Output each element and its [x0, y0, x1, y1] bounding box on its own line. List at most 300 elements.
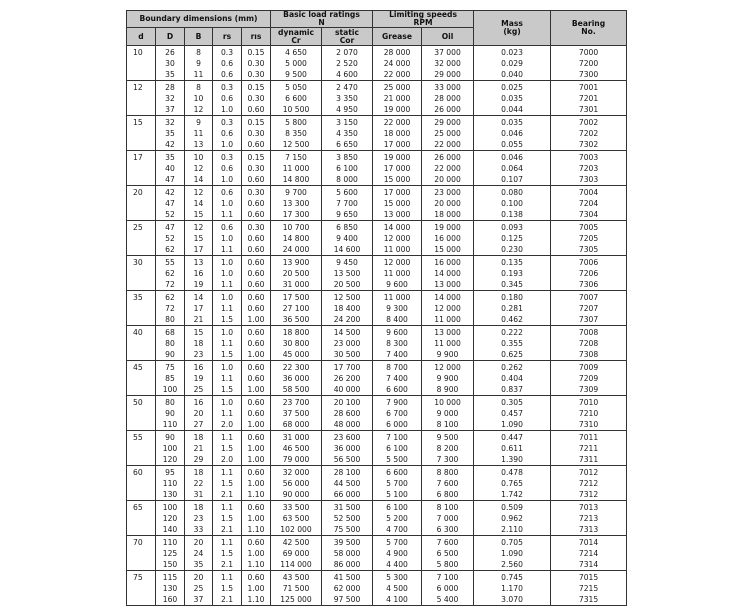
rs-value: 1.5 [220, 315, 234, 324]
dynamic-value: 9 700 [285, 188, 307, 197]
r1s-value: 0.30 [247, 223, 265, 232]
static-value: 9 450 [336, 258, 358, 267]
rs-value: 1.0 [220, 199, 234, 208]
cell-b [185, 326, 213, 361]
static-value: 44 500 [333, 479, 361, 488]
rs-value: 1.0 [220, 269, 234, 278]
d-value: 35 [165, 153, 175, 162]
cell-mass [474, 466, 551, 501]
cell-oil [422, 186, 474, 221]
dynamic-value: 17 300 [282, 210, 310, 219]
b-value: 18 [193, 433, 204, 442]
col-dynamic-header [271, 28, 322, 46]
table-row [127, 571, 627, 606]
b-value: 19 [193, 374, 204, 383]
cell-r1s [242, 396, 271, 431]
r1s-value: 0.60 [247, 468, 265, 477]
cell-rs [213, 431, 242, 466]
bore-diameter-value: 70 [133, 538, 143, 547]
static-value: 2 470 [336, 83, 358, 92]
d-value: 110 [162, 420, 178, 429]
bore-diameter-value: 45 [133, 363, 143, 372]
cell-dynamic [271, 396, 322, 431]
col-static-header [322, 28, 373, 46]
cell-b [185, 186, 213, 221]
d-value: 80 [165, 315, 175, 324]
bearing-value: 7214 [578, 549, 599, 558]
d-value: 30 [165, 59, 175, 68]
static-value: 28 100 [333, 468, 361, 477]
grease-value: 6 000 [386, 420, 408, 429]
rs-value: 1.5 [220, 479, 234, 488]
oil-value: 20 000 [434, 199, 461, 208]
grease-value: 8 700 [386, 363, 408, 372]
cell-static [322, 46, 373, 81]
cell-bearing [551, 256, 627, 291]
oil-value: 23 000 [434, 188, 461, 197]
dynamic-value: 90 000 [282, 490, 310, 499]
bearing-value: 7006 [578, 258, 599, 267]
table-row [127, 221, 627, 256]
d-value: 90 [165, 433, 175, 442]
bore-diameter-value: 75 [133, 573, 143, 582]
cell-mass [474, 326, 551, 361]
rs-value: 2.0 [220, 420, 234, 429]
cell-static [322, 291, 373, 326]
r1s-value: 0.60 [247, 258, 265, 267]
cell-d [156, 256, 185, 291]
d-value: 130 [162, 490, 178, 499]
oil-value: 16 000 [434, 258, 461, 267]
cell-rs [213, 46, 242, 81]
cell-static [322, 256, 373, 291]
rs-value: 1.0 [220, 140, 234, 149]
rs-value: 1.1 [220, 409, 234, 418]
grease-value: 9 600 [386, 328, 408, 337]
grease-value: 5 700 [386, 479, 408, 488]
cell-mass [474, 431, 551, 466]
table-row [127, 81, 627, 116]
cell-grease [373, 46, 422, 81]
table-row [127, 151, 627, 186]
d-value: 120 [162, 455, 178, 464]
rs-value: 0.6 [220, 94, 234, 103]
mass-value: 1.742 [501, 490, 523, 499]
b-value: 23 [193, 350, 204, 359]
r1s-value: 0.60 [247, 573, 265, 582]
rs-value: 1.0 [220, 175, 234, 184]
rs-value: 1.1 [220, 245, 234, 254]
cell-static [322, 536, 373, 571]
bearing-value: 7209 [578, 374, 599, 383]
oil-value: 7 600 [436, 538, 459, 547]
load-ratings-unit: N [318, 18, 325, 27]
cell-static [322, 431, 373, 466]
dynamic-value: 102 000 [280, 525, 312, 534]
dynamic-value: 14 800 [282, 234, 310, 243]
grease-value: 17 000 [383, 188, 411, 197]
rs-value: 1.1 [220, 280, 234, 289]
rs-value: 0.3 [220, 118, 234, 127]
cell-b [185, 571, 213, 606]
table-row [127, 46, 627, 81]
d-value: 130 [162, 584, 178, 593]
oil-value: 26 000 [434, 153, 461, 162]
dynamic-value: 79 000 [282, 455, 310, 464]
r1s-value: 1.00 [247, 549, 265, 558]
dynamic-value: 5 050 [285, 83, 307, 92]
mass-value: 0.193 [501, 269, 523, 278]
cell-r1s [242, 501, 271, 536]
mass-value: 0.355 [501, 339, 523, 348]
static-value: 56 500 [333, 455, 361, 464]
grease-value: 28 000 [383, 48, 411, 57]
cell-bearing [551, 291, 627, 326]
rs-value: 1.0 [220, 398, 234, 407]
d-value: 40 [165, 164, 175, 173]
d-value: 110 [162, 479, 178, 488]
bearing-value: 7301 [578, 105, 599, 114]
cell-mass [474, 116, 551, 151]
d-value: 47 [165, 223, 175, 232]
bore-diameter-value: 40 [133, 328, 143, 337]
r1s-value: 1.10 [247, 490, 265, 499]
b-value: 29 [193, 455, 204, 464]
dynamic-value: 58 500 [282, 385, 310, 394]
cell-static [322, 326, 373, 361]
grease-value: 21 000 [383, 94, 411, 103]
static-value: 48 000 [333, 420, 361, 429]
b-value: 20 [193, 409, 204, 418]
table-row [127, 116, 627, 151]
dynamic-value: 42 500 [282, 538, 310, 547]
grease-value: 7 100 [386, 433, 408, 442]
rs-value: 2.1 [220, 595, 234, 604]
bearing-value: 7203 [578, 164, 599, 173]
cell-d [127, 431, 156, 466]
cell-bearing [551, 81, 627, 116]
mass-value: 0.180 [501, 293, 523, 302]
grease-value: 13 000 [383, 210, 411, 219]
mass-value: 0.404 [501, 374, 523, 383]
dynamic-value: 17 500 [282, 293, 310, 302]
dynamic-value: 22 300 [282, 363, 310, 372]
cell-oil [422, 396, 474, 431]
b-value: 9 [196, 59, 201, 68]
rs-value: 0.3 [220, 153, 234, 162]
oil-value: 13 000 [434, 280, 461, 289]
cell-d [156, 361, 185, 396]
mass-value: 0.457 [501, 409, 523, 418]
bore-diameter-value: 35 [133, 293, 143, 302]
static-value: 4 600 [336, 70, 358, 79]
table-row [127, 256, 627, 291]
grease-value: 15 000 [383, 199, 411, 208]
static-value: 13 500 [333, 269, 361, 278]
grease-value: 17 000 [383, 164, 411, 173]
rs-value: 0.6 [220, 188, 234, 197]
cell-oil [422, 501, 474, 536]
table-row [127, 361, 627, 396]
dynamic-value: 10 500 [282, 105, 310, 114]
grease-value: 15 000 [383, 175, 411, 184]
b-value: 14 [193, 293, 204, 302]
b-value: 27 [193, 420, 204, 429]
r1s-value: 0.60 [247, 538, 265, 547]
cell-d [127, 396, 156, 431]
bore-diameter-value: 20 [133, 188, 143, 197]
static-value: 6 850 [336, 223, 358, 232]
oil-value: 6 800 [436, 490, 459, 499]
grease-value: 6 600 [386, 385, 408, 394]
cell-rs [213, 361, 242, 396]
dynamic-symbol: Cr [291, 35, 301, 45]
cell-d [156, 151, 185, 186]
cell-oil [422, 571, 474, 606]
b-value: 22 [193, 479, 204, 488]
mass-value: 2.110 [501, 525, 523, 534]
mass-value: 0.029 [501, 59, 523, 68]
oil-value: 9 900 [436, 374, 459, 383]
grease-value: 6 100 [386, 444, 408, 453]
grease-value: 5 300 [386, 573, 408, 582]
mass-value: 0.262 [501, 363, 523, 372]
dynamic-value: 33 500 [282, 503, 310, 512]
cell-b [185, 291, 213, 326]
mass-value: 0.135 [501, 258, 523, 267]
bearing-value: 7210 [578, 409, 599, 418]
oil-value: 7 000 [436, 514, 459, 523]
bearing-value: 7013 [578, 503, 599, 512]
static-value: 52 500 [333, 514, 361, 523]
rs-value: 1.1 [220, 210, 234, 219]
cell-rs [213, 116, 242, 151]
bearing-value: 7000 [578, 48, 599, 57]
mass-value: 0.447 [501, 433, 523, 442]
bore-diameter-value: 10 [133, 48, 143, 57]
r1s-value: 1.00 [247, 420, 265, 429]
r1s-value: 1.00 [247, 455, 265, 464]
cell-bearing [551, 396, 627, 431]
r1s-value: 0.60 [247, 433, 265, 442]
dynamic-value: 5 000 [285, 59, 307, 68]
oil-value: 6 300 [436, 525, 459, 534]
cell-r1s [242, 291, 271, 326]
bearing-value: 7305 [578, 245, 599, 254]
r1s-value: 1.00 [247, 385, 265, 394]
rs-value: 1.1 [220, 304, 234, 313]
bearing-value: 7315 [578, 595, 599, 604]
d-value: 72 [165, 280, 175, 289]
b-value: 37 [193, 595, 204, 604]
oil-value: 14 000 [434, 269, 461, 278]
cell-grease [373, 501, 422, 536]
dynamic-value: 31 000 [282, 433, 310, 442]
b-value: 35 [193, 560, 204, 569]
bearing-value: 7207 [578, 304, 599, 313]
col-D-header: D [156, 28, 185, 46]
cell-grease [373, 81, 422, 116]
b-value: 14 [193, 175, 204, 184]
cell-b [185, 501, 213, 536]
mass-value: 0.705 [501, 538, 523, 547]
dynamic-value: 4 650 [285, 48, 307, 57]
dynamic-value: 9 500 [285, 70, 307, 79]
b-value: 23 [193, 514, 204, 523]
cell-d [127, 466, 156, 501]
b-value: 8 [196, 83, 201, 92]
oil-value: 28 000 [434, 94, 461, 103]
b-value: 18 [193, 339, 204, 348]
cell-d [127, 536, 156, 571]
static-value: 14 500 [333, 328, 361, 337]
cell-rs [213, 501, 242, 536]
cell-mass [474, 361, 551, 396]
oil-value: 5 800 [436, 560, 459, 569]
bearing-value: 7201 [578, 94, 599, 103]
rs-value: 1.1 [220, 433, 234, 442]
mass-value: 0.837 [501, 385, 523, 394]
b-value: 19 [193, 280, 204, 289]
grease-value: 11 000 [383, 245, 411, 254]
oil-value: 29 000 [434, 118, 461, 127]
static-symbol: Cor [339, 35, 355, 45]
table-row [127, 431, 627, 466]
dynamic-value: 32 000 [282, 468, 310, 477]
mass-value: 0.125 [501, 234, 523, 243]
oil-value: 11 000 [434, 339, 461, 348]
b-value: 12 [193, 105, 204, 114]
d-value: 80 [165, 398, 175, 407]
r1s-value: 1.10 [247, 595, 265, 604]
r1s-value: 1.10 [247, 525, 265, 534]
cell-bearing [551, 221, 627, 256]
grease-value: 6 600 [386, 468, 408, 477]
bearing-value: 7015 [578, 573, 599, 582]
cell-bearing [551, 46, 627, 81]
cell-rs [213, 536, 242, 571]
cell-grease [373, 221, 422, 256]
oil-value: 8 900 [436, 385, 459, 394]
r1s-value: 0.15 [247, 118, 265, 127]
grease-value: 4 500 [386, 584, 408, 593]
r1s-value: 0.60 [247, 363, 265, 372]
static-value: 86 000 [333, 560, 361, 569]
dynamic-value: 7 150 [285, 153, 307, 162]
cell-rs [213, 186, 242, 221]
grease-value: 22 000 [383, 118, 411, 127]
dynamic-value: 125 000 [280, 595, 312, 604]
rs-value: 1.5 [220, 514, 234, 523]
cell-grease [373, 116, 422, 151]
d-value: 75 [165, 363, 175, 372]
bearing-value: 7001 [578, 83, 599, 92]
oil-value: 14 000 [434, 293, 461, 302]
oil-value: 25 000 [434, 129, 461, 138]
grease-value: 6 100 [386, 503, 408, 512]
cell-d [156, 571, 185, 606]
cell-bearing [551, 361, 627, 396]
mass-value: 0.093 [501, 223, 523, 232]
grease-value: 7 900 [386, 398, 408, 407]
d-value: 100 [162, 444, 178, 453]
cell-d [156, 466, 185, 501]
bearing-value: 7010 [578, 398, 599, 407]
mass-title: Mass [501, 19, 523, 28]
cell-d [127, 326, 156, 361]
static-value: 62 000 [333, 584, 361, 593]
d-value: 42 [165, 140, 175, 149]
oil-value: 7 300 [436, 455, 459, 464]
rs-value: 0.6 [220, 70, 234, 79]
rs-value: 0.6 [220, 59, 234, 68]
cell-rs [213, 151, 242, 186]
bearing-value: 7014 [578, 538, 599, 547]
r1s-value: 0.60 [247, 210, 265, 219]
d-value: 62 [165, 269, 175, 278]
cell-r1s [242, 81, 271, 116]
r1s-value: 0.60 [247, 140, 265, 149]
grease-value: 5 500 [386, 455, 408, 464]
mass-value: 0.462 [501, 315, 523, 324]
bearing-value: 7302 [578, 140, 599, 149]
cell-d [156, 46, 185, 81]
oil-value: 11 000 [434, 315, 461, 324]
bearing-value: 7213 [578, 514, 599, 523]
b-value: 13 [193, 140, 204, 149]
grease-value: 12 000 [383, 234, 411, 243]
d-value: 62 [165, 245, 175, 254]
r1s-value: 0.15 [247, 48, 265, 57]
b-value: 24 [193, 549, 204, 558]
r1s-value: 0.30 [247, 129, 265, 138]
cell-bearing [551, 326, 627, 361]
cell-dynamic [271, 256, 322, 291]
rs-value: 1.1 [220, 503, 234, 512]
cell-d [127, 46, 156, 81]
cell-d [127, 186, 156, 221]
mass-value: 0.046 [501, 153, 523, 162]
cell-oil [422, 291, 474, 326]
cell-dynamic [271, 361, 322, 396]
dynamic-value: 45 000 [282, 350, 310, 359]
r1s-value: 0.60 [247, 293, 265, 302]
grease-value: 5 700 [386, 538, 408, 547]
bearing-value: 7300 [578, 70, 599, 79]
cell-b [185, 361, 213, 396]
grease-value: 24 000 [383, 59, 411, 68]
boundary-dimensions-header: Boundary dimensions (mm) [127, 11, 271, 28]
bearing-value: 7011 [578, 433, 599, 442]
oil-value: 9 900 [436, 350, 459, 359]
rs-value: 1.1 [220, 374, 234, 383]
cell-dynamic [271, 326, 322, 361]
oil-value: 7 600 [436, 479, 459, 488]
b-value: 21 [193, 315, 204, 324]
b-value: 16 [193, 398, 204, 407]
table-row [127, 501, 627, 536]
mass-value: 0.281 [501, 304, 523, 313]
cell-d [156, 81, 185, 116]
dynamic-value: 20 500 [282, 269, 310, 278]
mass-value: 0.509 [501, 503, 523, 512]
oil-value: 29 000 [434, 70, 461, 79]
oil-value: 13 000 [434, 328, 461, 337]
bearing-value: 7308 [578, 350, 599, 359]
mass-value: 0.345 [501, 280, 523, 289]
mass-value: 1.090 [501, 549, 523, 558]
rs-value: 2.1 [220, 490, 234, 499]
